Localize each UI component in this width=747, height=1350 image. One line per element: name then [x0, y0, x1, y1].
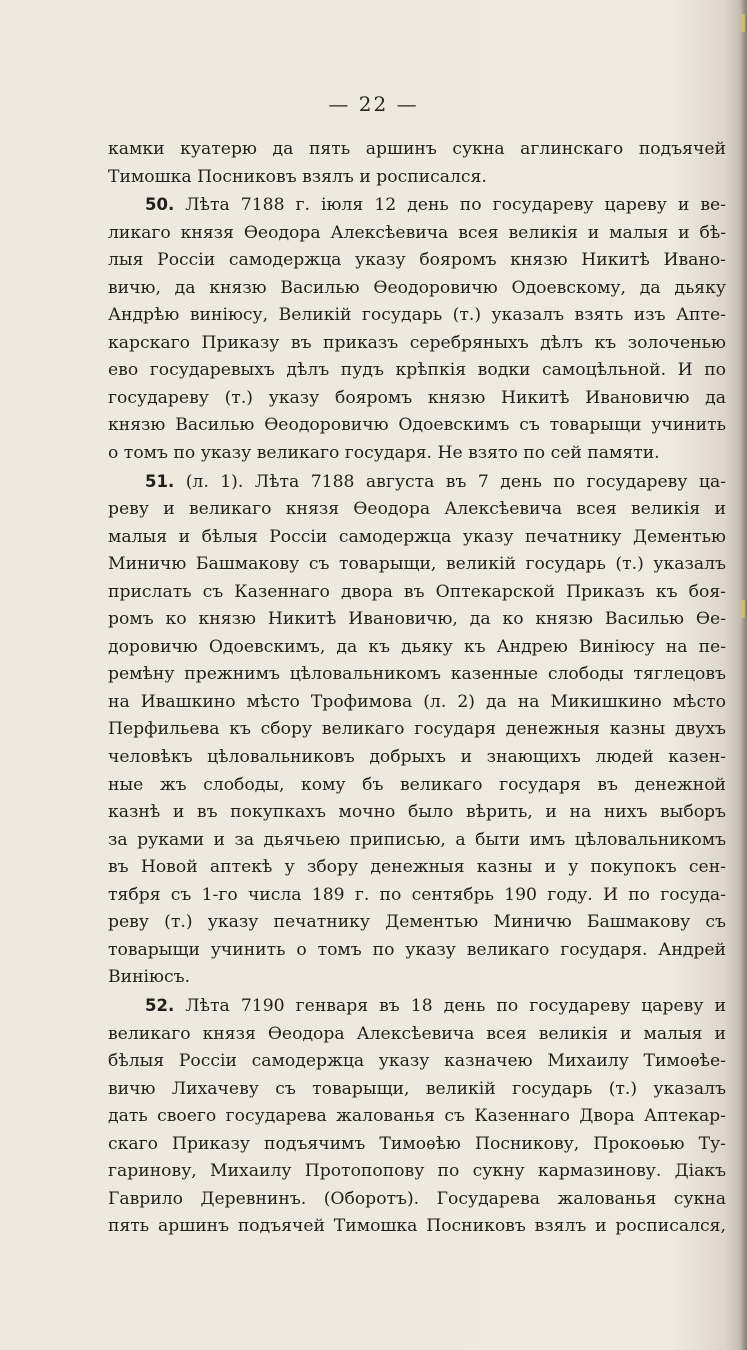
- line-text: карскаго Приказу въ приказъ серебряныхъ дѣлъ къ золоченью: [108, 332, 726, 353]
- text-line: [108, 827, 726, 855]
- line-text: Андрѣю виніюсу, Великій государь (т.) указалъ взять изъ Апте-: [108, 305, 726, 326]
- text-line: [108, 1048, 726, 1076]
- line-text: въ Новой аптекѣ у збору денежныя казны и у покупокъ сен-: [108, 857, 726, 878]
- text-line: [108, 634, 726, 662]
- text-line: [108, 1158, 726, 1186]
- line-text: Лѣта 7188 г. іюля 12 день по государеву цареву и ве-: [174, 195, 726, 216]
- text-line: [108, 136, 726, 164]
- text-line: [108, 992, 726, 1021]
- line-text: реву (т.) указу печатнику Дементью Миничю Башмакову съ: [108, 912, 726, 933]
- line-text: ликаго князя Ѳеодора Алексѣевича всея великія и малыя и бѣ-: [108, 222, 726, 243]
- line-text: государеву (т.) указу бояромъ князю Никитѣ Ивановичю да: [108, 387, 726, 408]
- line-text: за руками и за дьячьею приписью, а быти имъ цѣловальникомъ: [108, 829, 726, 850]
- text-line: [108, 909, 726, 937]
- entry-number: 50.: [145, 195, 175, 215]
- line-text: Перфильева къ сбору великаго государя денежныя казны двухъ: [108, 719, 726, 740]
- line-text: великаго князя Ѳеодора Алексѣевича всея великія и малыя и: [108, 1023, 726, 1044]
- text-line: [108, 330, 726, 358]
- line-text: князю Василью Ѳеодоровичю Одоевскимъ съ товарыщи учинить: [108, 415, 726, 436]
- text-line: [108, 1021, 726, 1049]
- text-line: [108, 854, 726, 882]
- line-text: реву и великаго князя Ѳеодора Алексѣевича всея великія и: [108, 499, 726, 520]
- text-line: [108, 606, 726, 634]
- text-line: [108, 1076, 726, 1104]
- line-text: ремѣну прежнимъ цѣловальникомъ казенные слободы тяглецовъ: [108, 664, 726, 685]
- text-line: [108, 357, 726, 385]
- line-text: бѣлыя Россіи самодержца указу казначею Михаилу Тимоѳѣе-: [108, 1051, 726, 1072]
- text-line: [108, 1213, 726, 1241]
- text-line: [108, 744, 726, 772]
- line-text: прислать съ Казеннаго двора въ Оптекарской Приказъ къ боя-: [108, 581, 726, 602]
- line-text: ные жъ слободы, кому бъ великаго государя въ денежной: [108, 774, 726, 795]
- text-line: [108, 496, 726, 524]
- text-line: [108, 302, 726, 330]
- page-number: — 22 —: [328, 92, 419, 116]
- text-line: [108, 716, 726, 744]
- line-text: Лѣта 7190 генваря въ 18 день по государеву цареву и: [174, 995, 726, 1016]
- text-line: [108, 191, 726, 220]
- text-line: [108, 689, 726, 717]
- line-text: дать своего государева жалованья съ Казеннаго Двора Аптекар-: [108, 1106, 726, 1127]
- text-line: [108, 220, 726, 248]
- line-text: ево государевыхъ дѣлъ пудъ крѣпкія водки самоцѣльной. И по: [108, 360, 726, 381]
- line-text: Тимошка Посниковъ взялъ и росписался.: [108, 166, 487, 187]
- text-line: [108, 1131, 726, 1159]
- text-line: [108, 164, 726, 192]
- line-text: скаго Приказу подъячимъ Тимоѳѣю Посникову, Прокоѳью Ту-: [108, 1133, 726, 1154]
- text-line: [108, 882, 726, 910]
- text-line: [108, 468, 726, 497]
- line-text: гаринову, Михаилу Протопопову по сукну кармазинову. Діакъ: [108, 1161, 726, 1182]
- text-line: [108, 551, 726, 579]
- line-text: малыя и бѣлыя Россіи самодержца указу печатнику Дементью: [108, 526, 726, 547]
- text-line: [108, 937, 726, 965]
- text-line: [108, 1186, 726, 1214]
- line-text: Виніюсъ.: [108, 967, 191, 988]
- line-text: вичю, да князю Василью Ѳеодоровичю Одоевскому, да дьяку: [108, 277, 726, 298]
- text-line: [108, 661, 726, 689]
- line-text: тября съ 1-го числа 189 г. по сентябрь 190 году. И по госуда-: [108, 884, 726, 905]
- text-line: [108, 772, 726, 800]
- line-text: ромъ ко князю Никитѣ Ивановичю, да ко князю Василью Ѳе-: [108, 609, 726, 630]
- line-text: о томъ по указу великаго государя. Не взято по сей памяти.: [108, 443, 660, 464]
- text-line: [108, 385, 726, 413]
- text-line: [108, 799, 726, 827]
- line-text: казнѣ и въ покупкахъ мочно было вѣрить, и на нихъ выборъ: [108, 802, 726, 823]
- line-text: человѣкъ цѣловальниковъ добрыхъ и знающихъ людей казен-: [108, 747, 726, 768]
- line-text: вичю Лихачеву съ товарыщи, великій государь (т.) указалъ: [108, 1078, 726, 1099]
- line-text: на Ивашкино мѣсто Трофимова (л. 2) да на Микишкино мѣсто: [108, 691, 726, 712]
- entry-number: 52.: [145, 995, 175, 1015]
- line-text: камки куатерю да пять аршинъ сукна аглинскаго подъячей: [108, 139, 726, 159]
- line-text: пять аршинъ подъячей Тимошка Посниковъ взялъ и росписался,: [108, 1216, 726, 1237]
- text-line: [108, 524, 726, 552]
- line-text: лыя Россіи самодержца указу бояромъ князю Никитѣ Ивано-: [108, 250, 726, 271]
- text-line: [108, 1103, 726, 1131]
- line-text: доровичю Одоевскимъ, да къ дьяку къ Андрею Виніюсу на пе-: [108, 636, 726, 657]
- line-text: Гаврило Деревнинъ. (Оборотъ). Государева жалованья сукна: [108, 1188, 726, 1209]
- text-line: [108, 412, 726, 440]
- text-line: [108, 247, 726, 275]
- text-line: [108, 440, 726, 468]
- line-text: Миничю Башмакову съ товарыщи, великій государь (т.) указалъ: [108, 554, 726, 575]
- line-text: (л. 1). Лѣта 7188 августа въ 7 день по государеву ца-: [174, 471, 726, 492]
- entry-number: 51.: [145, 471, 175, 491]
- text-line: [108, 579, 726, 607]
- document-body: [108, 136, 726, 1241]
- line-text: товарыщи учинить о томъ по указу великаго государя. Андрей: [108, 939, 726, 960]
- text-line: [108, 275, 726, 303]
- page-edge-mark: [741, 600, 745, 618]
- page-edge-mark: [741, 14, 745, 32]
- page-edge-shadow: [740, 0, 747, 1350]
- text-line: [108, 964, 726, 992]
